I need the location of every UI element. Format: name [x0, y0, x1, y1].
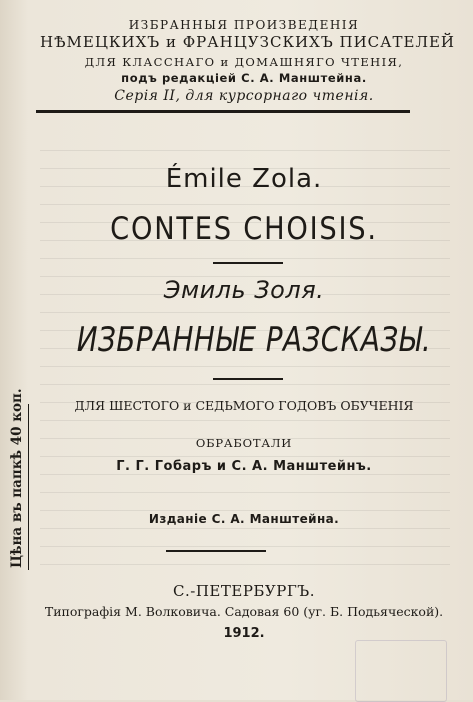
editors-names: Г. Г. Гобаръ и С. А. Манштейнъ. [116, 459, 372, 474]
divider-rule [213, 262, 283, 264]
divider-rule [166, 550, 266, 552]
grade-level: ДЛЯ ШЕСТОГО и СЕДЬМОГО ГОДОВЪ ОБУЧЕНІЯ [74, 398, 414, 413]
title-russian: ИЗБРАННЫЕ РАЗСКАЗЫ. [76, 320, 432, 360]
price-label: Цѣна въ папкѣ 40 коп. [9, 388, 25, 568]
series-header-line-1: ИЗБРАННЫЯ ПРОИЗВЕДЕНІЯ [128, 18, 360, 32]
publication-city: С.-ПЕТЕРБУРГЪ. [173, 582, 315, 600]
series-editor-line: подъ редакціей С. А. Манштейна. [121, 71, 367, 85]
author-russian: Эмиль Золя. [163, 276, 325, 304]
processed-by-label: ОБРАБОТАЛИ [195, 436, 293, 450]
printer-line: Типографія М. Волковича. Садовая 60 (уг. Б. Подьяческой). [44, 604, 444, 619]
edition-line: Изданіе С. А. Манштейна. [148, 512, 340, 526]
divider-rule [213, 378, 283, 380]
library-stamp [355, 640, 447, 702]
title-french: CONTES CHOISIS. [110, 211, 378, 247]
author-french: Émile Zola. [165, 164, 323, 194]
header-rule [36, 110, 410, 113]
series-header-line-2: НѢМЕЦКИХЪ и ФРАНЦУЗСКИХЪ ПИСАТЕЛЕЙ [40, 33, 455, 51]
publication-year: 1912. [223, 626, 265, 641]
series-header-line-3: ДЛЯ КЛАССНАГО и ДОМАШНЯГО ЧТЕНІЯ, [84, 55, 404, 69]
series-number-line: Серія II, для курсорнаго чтенія. [114, 88, 374, 104]
